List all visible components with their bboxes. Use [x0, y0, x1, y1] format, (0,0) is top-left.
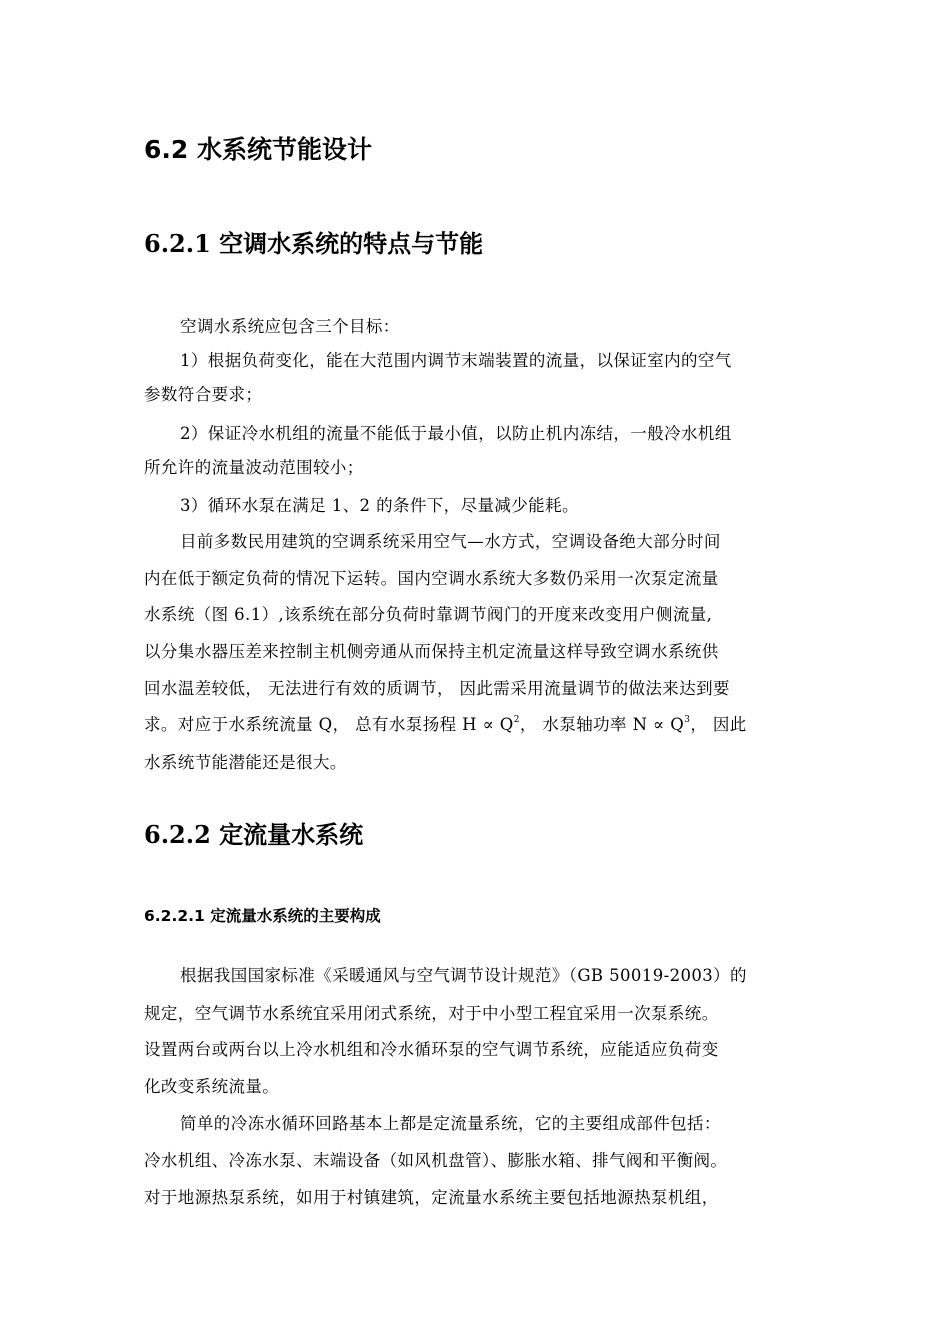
formula-text: 求。对应于水系统流量 Q， 总有水泵扬程 H ∝ Q [144, 715, 514, 734]
paragraph-line: 内在低于额定负荷的情况下运转。国内空调水系统大多数仍采用一次泵定流量 [144, 569, 719, 588]
subsection-heading-6-2-2: 6.2.2 定流量水系统 [144, 820, 364, 849]
exponent: 3 [684, 715, 691, 725]
exponent: 2 [513, 715, 520, 725]
formula-text: ， 因此 [690, 715, 747, 734]
paragraph-line: 1）根据负荷变化，能在大范围内调节末端装置的流量，以保证室内的空气 [180, 351, 732, 370]
formula-line [144, 713, 747, 737]
paragraph-line: 冷水机组、冷冻水泵、末端设备（如风机盘管）、膨胀水箱、排气阀和平衡阀。 [144, 1151, 728, 1170]
formula-text: ， 水泵轴功率 N ∝ Q [519, 715, 685, 734]
subsubsection-heading-6-2-2-1: 6.2.2.1 定流量水系统的主要构成 [144, 907, 381, 925]
section-heading: 6.2 水系统节能设计 [144, 135, 372, 164]
paragraph-line: 对于地源热泵系统，如用于村镇建筑，定流量水系统主要包括地源热泵机组， [144, 1188, 719, 1207]
paragraph-line: 2）保证冷水机组的流量不能低于最小值，以防止机内冻结，一般冷水机组 [180, 424, 732, 443]
paragraph-line: 水系统节能潜能还是很大。 [144, 753, 347, 772]
paragraph-line: 简单的冷冻水循环回路基本上都是定流量系统，它的主要组成部件包括： [180, 1114, 721, 1133]
paragraph-line: 所允许的流量波动范围较小； [144, 458, 364, 477]
paragraph-line: 参数符合要求； [144, 385, 263, 404]
paragraph-line: 设置两台或两台以上冷水机组和冷水循环泵的空气调节系统，应能适应负荷变 [144, 1040, 719, 1059]
paragraph-line: 空调水系统应包含三个目标： [180, 317, 400, 336]
paragraph-line: 以分集水器压差来控制主机侧旁通从而保持主机定流量这样导致空调水系统供 [144, 642, 719, 661]
paragraph-line: 根据我国国家标准《采暖通风与空气调节设计规范》（GB 50019-2003）的 [180, 966, 747, 985]
paragraph-line: 规定，空气调节水系统宜采用闭式系统，对于中小型工程宜采用一次泵系统。 [144, 1004, 719, 1023]
subsection-heading-6-2-1: 6.2.1 空调水系统的特点与节能 [144, 229, 484, 258]
paragraph-line: 化改变系统流量。 [144, 1077, 280, 1096]
paragraph-line: 水系统（图 6.1）,该系统在部分负荷时靠调节阀门的开度来改变用户侧流量, [144, 605, 713, 624]
paragraph-line: 回水温差较低， 无法进行有效的质调节， 因此需采用流量调节的做法来达到要 [144, 679, 730, 698]
paragraph-line: 3）循环水泵在满足 1、2 的条件下，尽量减少能耗。 [180, 496, 579, 515]
paragraph-line: 目前多数民用建筑的空调系统采用空气—水方式，空调设备绝大部分时间 [180, 532, 721, 551]
